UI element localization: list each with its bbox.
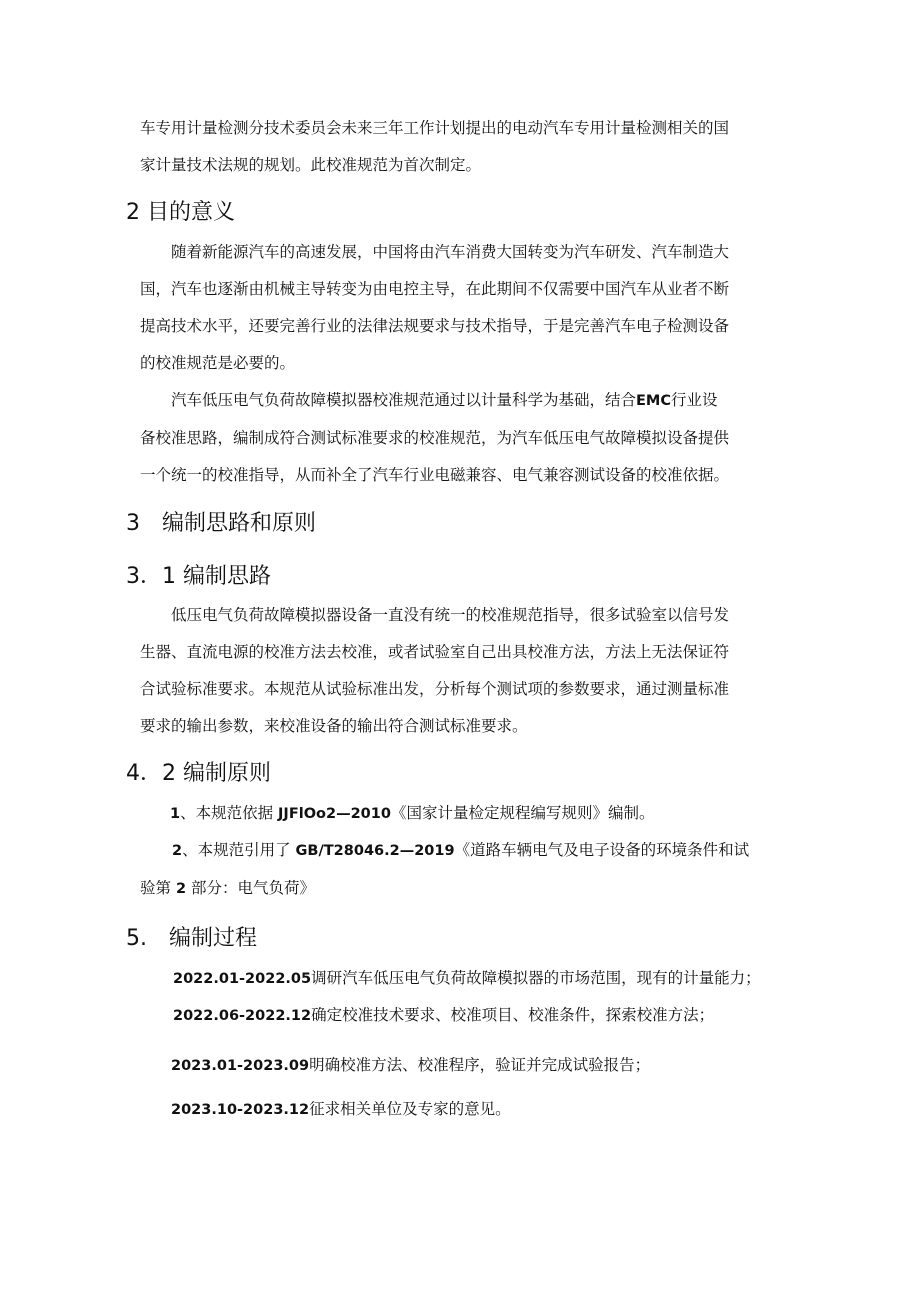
timeline-text: 确定校准技术要求、校准项目、校准条件，探索校准方法； xyxy=(311,1006,715,1024)
text-span: 验第 xyxy=(140,879,176,897)
timeline-period: 2022.06-2022.12 xyxy=(173,1008,312,1024)
text-line: 合试验标准要求。本规范从试验标准出发，分析每个测试项的参数要求，通过测量标准 xyxy=(140,680,730,698)
text-line: 提高技术水平，还要完善行业的法律法规要求与技术指导，于是完善汽车电子检测设备 xyxy=(140,317,730,335)
text-line xyxy=(170,795,820,833)
text-line: 车专用计量检测分技术委员会未来三年工作计划提出的电动汽车专用计量检测相关的国 xyxy=(140,119,730,137)
text-span: 、本规范引用了 xyxy=(182,841,296,859)
text-line: 国，汽车也逐渐由机械主导转变为由电控主导，在此期间不仅需要中国汽车从业者不断 xyxy=(140,280,730,298)
timeline-text: 调研汽车低压电气负荷故障模拟器的市场范围，现有的计量能力； xyxy=(311,969,761,987)
timeline-period: 2023.01-2023.09 xyxy=(171,1058,310,1074)
text-line xyxy=(173,960,823,998)
item-number: 1 xyxy=(170,806,181,822)
subsection-heading: 4．2 编制原则 xyxy=(126,761,271,786)
text-span: 汽车低压电气负荷故障模拟器校准规范通过以计量科学为基础，结合 xyxy=(171,391,637,409)
text-line xyxy=(171,1047,821,1085)
timeline-entry xyxy=(173,997,823,1035)
text-line: 备校准思路，编制成符合测试标准要求的校准规范，为汽车低压电气故障模拟设备提供 xyxy=(140,429,730,447)
timeline-period: 2022.01-2022.05 xyxy=(173,971,312,987)
text-line: 生器、直流电源的校准方法去校准，或者试验室自己出具校准方法，方法上无法保证符 xyxy=(140,643,730,661)
section-heading: 5. 编制过程 xyxy=(126,926,257,951)
text-line xyxy=(173,997,823,1035)
bold-term: JJFlOo2—2010 xyxy=(278,806,391,822)
item-number: 2 xyxy=(172,843,183,859)
text-line: 一个统一的校准指导，从而补全了汽车行业电磁兼容、电气兼容测试设备的校准依据。 xyxy=(140,466,730,484)
text-span: 部分：电气负荷》 xyxy=(186,879,315,897)
intro-paragraph xyxy=(140,110,790,184)
subsection-heading: 3．1 编制思路 xyxy=(126,564,271,589)
timeline-entry xyxy=(171,1047,821,1085)
bold-term: 2 xyxy=(175,881,187,897)
timeline-entry xyxy=(171,1091,821,1129)
timeline-entry xyxy=(173,960,823,998)
text-line: 要求的输出参数，来校准设备的输出符合测试标准要求。 xyxy=(140,717,528,735)
timeline-period: 2023.10-2023.12 xyxy=(171,1102,310,1118)
paragraph xyxy=(140,234,790,382)
paragraph xyxy=(140,382,790,494)
text-line: 家计量技术法规的规划。此校准规范为首次制定。 xyxy=(140,156,482,174)
bold-term: EMC xyxy=(636,393,671,409)
text-span: 《道路车辆电气及电子设备的环境条件和试 xyxy=(454,841,750,859)
text-line xyxy=(140,382,790,420)
bold-term: GB/T28046.2—2019 xyxy=(295,843,455,859)
text-line xyxy=(140,870,790,908)
text-line: 随着新能源汽车的高速发展，中国将由汽车消费大国转变为汽车研发、汽车制造大 xyxy=(171,243,730,261)
list-item xyxy=(140,832,790,908)
paragraph xyxy=(140,597,790,745)
section-heading: 3 编制思路和原则 xyxy=(126,511,316,536)
list-item xyxy=(170,795,820,833)
section-heading: 2 目的意义 xyxy=(126,200,235,225)
timeline-text: 明确校准方法、校准程序，验证并完成试验报告； xyxy=(309,1056,651,1074)
text-span: 行业设 xyxy=(671,391,718,409)
text-line xyxy=(171,1091,821,1129)
text-line: 的校准规范是必要的。 xyxy=(140,354,296,372)
text-span: 《国家计量检定规程编写规则》编制。 xyxy=(390,804,655,822)
text-line: 低压电气负荷故障模拟器设备一直没有统一的校准规范指导，很多试验室以信号发 xyxy=(171,606,730,624)
text-line xyxy=(140,832,790,870)
text-span: 、本规范依据 xyxy=(180,804,279,822)
timeline-text: 征求相关单位及专家的意见。 xyxy=(309,1100,511,1118)
